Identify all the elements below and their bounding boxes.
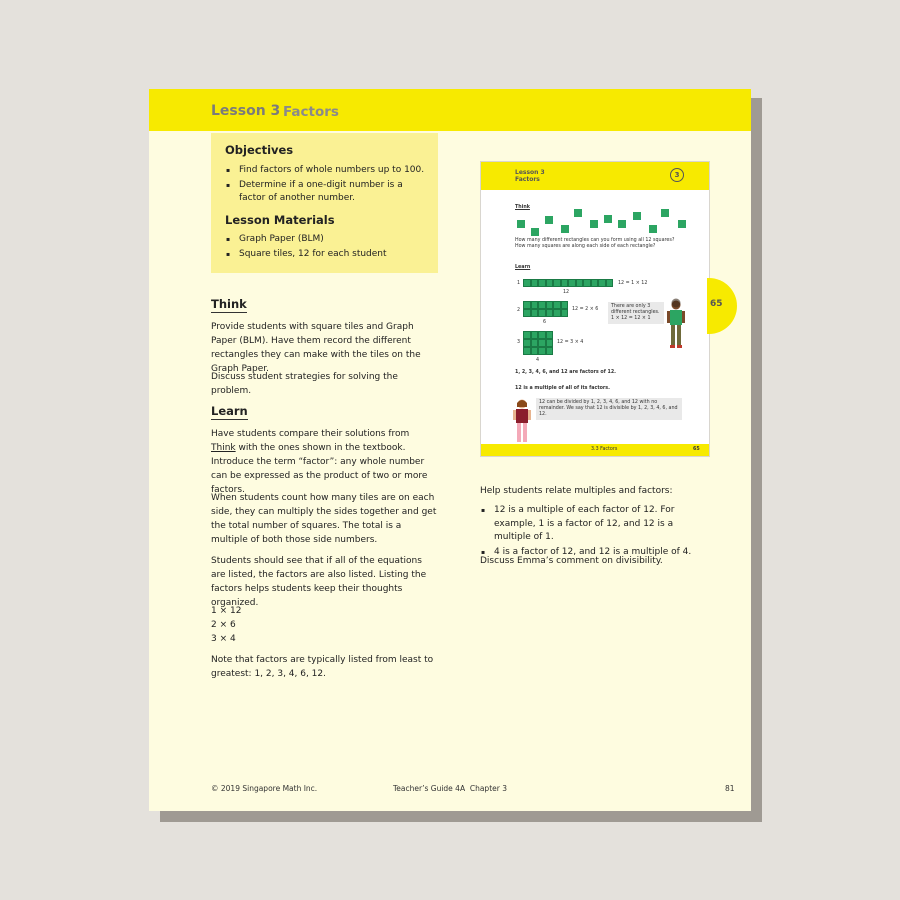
objectives-box <box>211 133 438 273</box>
objective-item: ▪ Find factors of whole numbers up to 100. <box>225 164 425 178</box>
rect-label-3: 3 <box>517 340 521 345</box>
rect-side-2: 6 <box>543 320 547 325</box>
tile <box>604 215 612 223</box>
right-intro: Help students relate multiples and factors: <box>480 486 673 496</box>
rectangle-2x6 <box>523 301 568 317</box>
tile <box>545 216 553 224</box>
objectives-list <box>225 164 425 207</box>
tile <box>661 209 669 217</box>
page-number-tab <box>707 278 737 334</box>
learn-p1-text-cont: with the ones shown in the textbook. Introduce the term “factor”: any whole number can be expressed as the product of two or more factors. <box>211 443 428 495</box>
multiples-factors-list <box>480 504 710 560</box>
rect-equation-2: 12 = 2 × 6 <box>572 307 599 312</box>
rect-side-1: 12 <box>563 290 570 295</box>
textbook-factors-line: 1, 2, 3, 4, 6, and 12 are factors of 12. <box>515 370 616 375</box>
tile <box>633 212 641 220</box>
learn-paragraph-2: When students count how many tiles are on each side, they can multiply the sides together and get the total number of squares. The total is a multiple of both those side numbers. <box>211 493 437 545</box>
textbook-question: How many different rectangles can you form using all 12 squares? How many squares are along each side of each rectangle? <box>515 238 675 249</box>
textbook-banner <box>481 162 709 190</box>
rect-label-2: 2 <box>517 308 521 313</box>
material-item: ▪ Square tiles, 12 for each student <box>225 248 425 262</box>
textbook-footer <box>481 444 709 456</box>
objective-item: ▪ Determine if a one-digit number is a factor of another number. <box>225 179 425 206</box>
page-number-tab-label: 65 <box>710 299 723 309</box>
think-heading: Think <box>211 297 247 311</box>
learn-paragraph-4: Note that factors are typically listed from least to greatest: 1, 2, 3, 4, 6, 12. <box>211 655 434 679</box>
equation-1: 1 × 12 <box>211 606 242 616</box>
girl-figure-icon <box>512 398 532 446</box>
rect-label-1: 1 <box>517 281 521 286</box>
footer-guide-title: Teacher’s Guide 4A Chapter 3 <box>393 784 507 793</box>
right-list-item: ▪ 12 is a multiple of each factor of 12. For example, 1 is a factor of 12, and 12 is a multiple of 1. <box>480 504 710 545</box>
textbook-lesson-title <box>515 169 545 183</box>
rect-side-3: 4 <box>536 358 540 363</box>
tile <box>517 220 525 228</box>
lesson-topic: Factors <box>283 104 339 120</box>
textbook-footer-section: 3.3 Factors <box>591 447 618 452</box>
learn-paragraph-3: Students should see that if all of the equations are listed, the factors are also listed. Listing the factors helps students keep their thoughts organized. <box>211 556 427 608</box>
think-paragraph-2: Discuss student strategies for solving the problem. <box>211 372 398 396</box>
think-reference: Think <box>211 443 236 453</box>
equation-2: 2 × 6 <box>211 620 236 630</box>
textbook-page-thumbnail <box>480 161 710 457</box>
rect-equation-1: 12 = 1 × 12 <box>618 281 648 286</box>
rect-equation-3: 12 = 3 × 4 <box>557 340 584 345</box>
callout-boy: There are only 3 different rectangles. 1 × 12 = 12 × 1 <box>608 302 664 324</box>
right-list-item: ▪ 4 is a factor of 12, and 12 is a multiple of 4. <box>480 546 710 560</box>
textbook-learn-heading: Learn <box>515 265 531 270</box>
materials-list <box>225 233 425 262</box>
textbook-lesson-topic: Factors <box>515 176 540 183</box>
tile <box>678 220 686 228</box>
learn-heading: Learn <box>211 404 248 418</box>
rectangle-3x4 <box>523 331 553 355</box>
textbook-think-heading: Think <box>515 205 530 210</box>
lesson-banner <box>149 89 751 131</box>
tile <box>561 225 569 233</box>
rectangle-1x12 <box>523 279 613 287</box>
textbook-footer-page: 65 <box>693 447 700 452</box>
lesson-number: Lesson 3 <box>211 103 281 119</box>
textbook-lesson-badge: 3 <box>670 168 684 182</box>
tile <box>531 228 539 236</box>
footer-page-number: 81 <box>725 784 735 793</box>
textbook-lesson-number: Lesson 3 <box>515 169 545 176</box>
right-closing: Discuss Emma’s comment on divisibility. <box>480 556 663 566</box>
materials-heading: Lesson Materials <box>225 213 335 227</box>
equation-3: 3 × 4 <box>211 634 236 644</box>
document-page <box>149 89 751 811</box>
boy-figure-icon <box>666 298 686 350</box>
objectives-heading: Objectives <box>225 143 294 157</box>
callout-girl: 12 can be divided by 1, 2, 3, 4, 6, and 12 with no remainder. We say that 12 is divisible by 1, 2, 3, 4, 6, and 12. <box>536 398 682 420</box>
tile <box>590 220 598 228</box>
footer-copyright: © 2019 Singapore Math Inc. <box>211 784 318 793</box>
textbook-multiple-line: 12 is a multiple of all of its factors. <box>515 386 610 391</box>
learn-paragraph-1 <box>211 427 433 497</box>
tile <box>649 225 657 233</box>
tile <box>574 209 582 217</box>
material-item: ▪ Graph Paper (BLM) <box>225 233 425 247</box>
think-paragraph-1: Provide students with square tiles and Graph Paper (BLM). Have them record the different rectangles they can make with the tiles on the Graph Paper. <box>211 322 421 374</box>
learn-p1-text: Have students compare their solutions from <box>211 429 410 439</box>
tile <box>618 220 626 228</box>
